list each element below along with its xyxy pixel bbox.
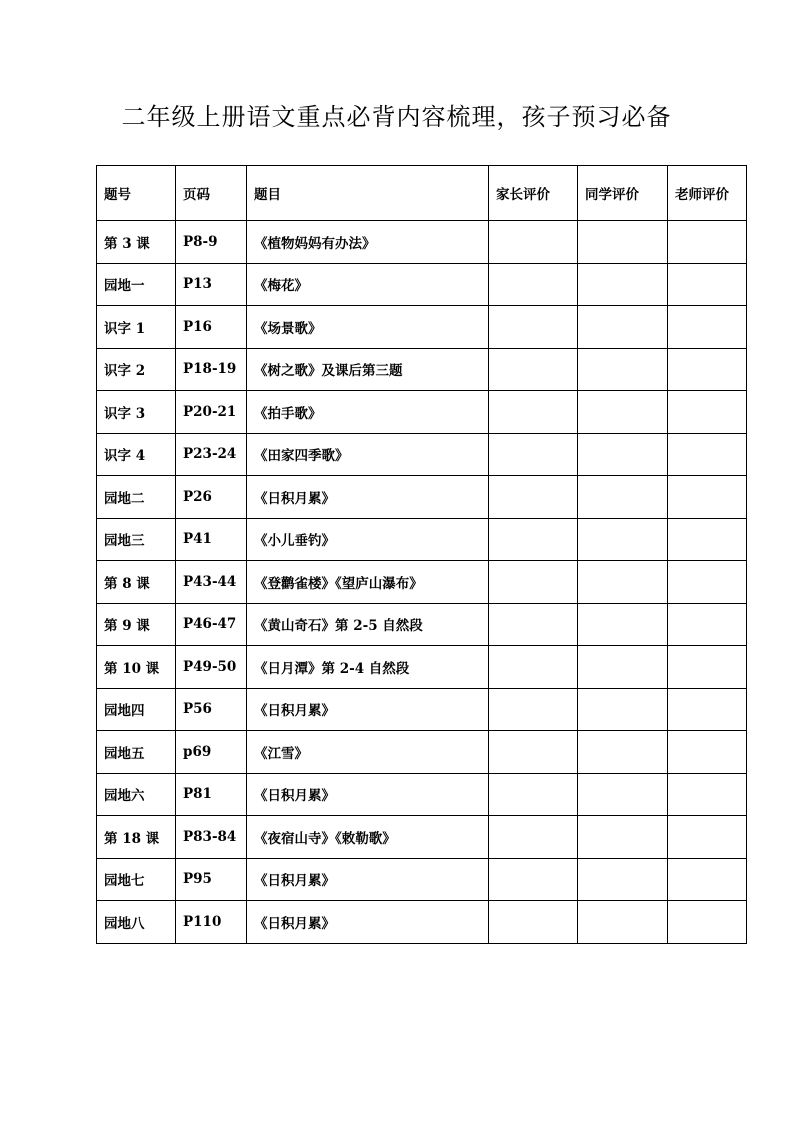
teacher-review-cell[interactable] (668, 221, 747, 264)
topic-cell: 《日积月累》 (247, 901, 489, 944)
table-row (97, 518, 747, 561)
header-classmate-review: 同学评价 (578, 166, 668, 221)
classmate-review-cell[interactable] (578, 518, 668, 561)
topic-cell: 《场景歌》 (247, 306, 489, 349)
table-row (97, 476, 747, 519)
review-table (96, 165, 747, 944)
table-row (97, 646, 747, 689)
parent-review-cell[interactable] (489, 221, 578, 264)
parent-review-cell[interactable] (489, 731, 578, 774)
parent-review-cell[interactable] (489, 476, 578, 519)
table-row (97, 901, 747, 944)
parent-review-cell[interactable] (489, 688, 578, 731)
table-row (97, 221, 747, 264)
parent-review-cell[interactable] (489, 901, 578, 944)
page-number-cell: P26 (176, 476, 247, 519)
classmate-review-cell[interactable] (578, 688, 668, 731)
table-row (97, 263, 747, 306)
lesson-number-cell: 第 9 课 (97, 603, 176, 646)
classmate-review-cell[interactable] (578, 221, 668, 264)
teacher-review-cell[interactable] (668, 731, 747, 774)
table-row (97, 603, 747, 646)
teacher-review-cell[interactable] (668, 518, 747, 561)
page-title: 二年级上册语文重点必背内容梳理，孩子预习必备 (121, 103, 672, 131)
page-number-cell: P18-19 (176, 348, 247, 391)
lesson-number-cell: 园地五 (97, 731, 176, 774)
classmate-review-cell[interactable] (578, 646, 668, 689)
parent-review-cell[interactable] (489, 348, 578, 391)
teacher-review-cell[interactable] (668, 646, 747, 689)
parent-review-cell[interactable] (489, 646, 578, 689)
parent-review-cell[interactable] (489, 858, 578, 901)
page-number-cell: P20-21 (176, 391, 247, 434)
classmate-review-cell[interactable] (578, 348, 668, 391)
topic-cell: 《江雪》 (247, 731, 489, 774)
topic-cell: 《夜宿山寺》《敕勒歌》 (247, 816, 489, 859)
classmate-review-cell[interactable] (578, 561, 668, 604)
classmate-review-cell[interactable] (578, 476, 668, 519)
page-number-cell: P16 (176, 306, 247, 349)
parent-review-cell[interactable] (489, 306, 578, 349)
table-row (97, 773, 747, 816)
page-number-cell: P8-9 (176, 221, 247, 264)
classmate-review-cell[interactable] (578, 731, 668, 774)
table-row (97, 433, 747, 476)
page-number-cell: P81 (176, 773, 247, 816)
table-header-row (97, 166, 747, 221)
table-row (97, 561, 747, 604)
page-number-cell: P13 (176, 263, 247, 306)
lesson-number-cell: 园地六 (97, 773, 176, 816)
teacher-review-cell[interactable] (668, 603, 747, 646)
lesson-number-cell: 园地四 (97, 688, 176, 731)
parent-review-cell[interactable] (489, 773, 578, 816)
lesson-number-cell: 第 10 课 (97, 646, 176, 689)
topic-cell: 《黄山奇石》第 2-5 自然段 (247, 603, 489, 646)
lesson-number-cell: 园地二 (97, 476, 176, 519)
topic-cell: 《日月潭》第 2-4 自然段 (247, 646, 489, 689)
teacher-review-cell[interactable] (668, 433, 747, 476)
table-row (97, 391, 747, 434)
teacher-review-cell[interactable] (668, 901, 747, 944)
topic-cell: 《日积月累》 (247, 476, 489, 519)
topic-cell: 《登鹳雀楼》《望庐山瀑布》 (247, 561, 489, 604)
lesson-number-cell: 识字 4 (97, 433, 176, 476)
topic-cell: 《日积月累》 (247, 858, 489, 901)
teacher-review-cell[interactable] (668, 391, 747, 434)
page-number-cell: P23-24 (176, 433, 247, 476)
page-number-cell: P46-47 (176, 603, 247, 646)
lesson-number-cell: 识字 2 (97, 348, 176, 391)
teacher-review-cell[interactable] (668, 476, 747, 519)
page-number-cell: p69 (176, 731, 247, 774)
lesson-number-cell: 第 18 课 (97, 816, 176, 859)
parent-review-cell[interactable] (489, 391, 578, 434)
header-topic: 题目 (247, 166, 489, 221)
topic-cell: 《拍手歌》 (247, 391, 489, 434)
teacher-review-cell[interactable] (668, 306, 747, 349)
teacher-review-cell[interactable] (668, 263, 747, 306)
topic-cell: 《小儿垂钓》 (247, 518, 489, 561)
page-number-cell: P43-44 (176, 561, 247, 604)
table-row (97, 306, 747, 349)
lesson-number-cell: 第 8 课 (97, 561, 176, 604)
topic-cell: 《田家四季歌》 (247, 433, 489, 476)
parent-review-cell[interactable] (489, 518, 578, 561)
lesson-number-cell: 第 3 课 (97, 221, 176, 264)
table-row (97, 348, 747, 391)
header-teacher-review: 老师评价 (668, 166, 747, 221)
page-number-cell: P41 (176, 518, 247, 561)
page-number-cell: P110 (176, 901, 247, 944)
lesson-number-cell: 园地八 (97, 901, 176, 944)
page-number-cell: P83-84 (176, 816, 247, 859)
parent-review-cell[interactable] (489, 433, 578, 476)
lesson-number-cell: 园地一 (97, 263, 176, 306)
header-parent-review: 家长评价 (489, 166, 578, 221)
classmate-review-cell[interactable] (578, 603, 668, 646)
parent-review-cell[interactable] (489, 603, 578, 646)
classmate-review-cell[interactable] (578, 858, 668, 901)
parent-review-cell[interactable] (489, 561, 578, 604)
header-number: 题号 (97, 166, 176, 221)
classmate-review-cell[interactable] (578, 816, 668, 859)
table-row (97, 688, 747, 731)
teacher-review-cell[interactable] (668, 688, 747, 731)
teacher-review-cell[interactable] (668, 773, 747, 816)
topic-cell: 《树之歌》及课后第三题 (247, 348, 489, 391)
lesson-number-cell: 识字 1 (97, 306, 176, 349)
teacher-review-cell[interactable] (668, 858, 747, 901)
classmate-review-cell[interactable] (578, 773, 668, 816)
lesson-number-cell: 园地七 (97, 858, 176, 901)
page-number-cell: P56 (176, 688, 247, 731)
classmate-review-cell[interactable] (578, 263, 668, 306)
parent-review-cell[interactable] (489, 263, 578, 306)
parent-review-cell[interactable] (489, 816, 578, 859)
lesson-number-cell: 识字 3 (97, 391, 176, 434)
topic-cell: 《梅花》 (247, 263, 489, 306)
table-row (97, 816, 747, 859)
table-row (97, 858, 747, 901)
topic-cell: 《日积月累》 (247, 688, 489, 731)
topic-cell: 《日积月累》 (247, 773, 489, 816)
topic-cell: 《植物妈妈有办法》 (247, 221, 489, 264)
classmate-review-cell[interactable] (578, 306, 668, 349)
table-row (97, 731, 747, 774)
classmate-review-cell[interactable] (578, 901, 668, 944)
classmate-review-cell[interactable] (578, 433, 668, 476)
lesson-number-cell: 园地三 (97, 518, 176, 561)
teacher-review-cell[interactable] (668, 348, 747, 391)
teacher-review-cell[interactable] (668, 816, 747, 859)
header-page: 页码 (176, 166, 247, 221)
page-number-cell: P49-50 (176, 646, 247, 689)
classmate-review-cell[interactable] (578, 391, 668, 434)
page-number-cell: P95 (176, 858, 247, 901)
teacher-review-cell[interactable] (668, 561, 747, 604)
